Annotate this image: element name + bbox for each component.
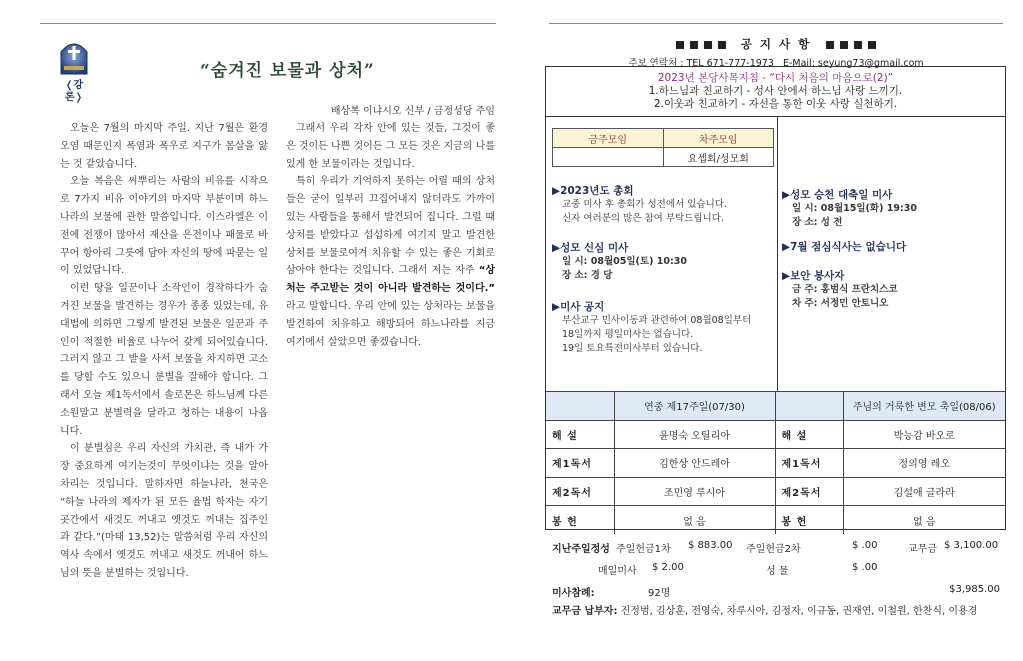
section-heading: ▶성모 승천 대축일 미사 <box>782 189 893 201</box>
finance-item: 주일헌금1차 <box>616 544 671 555</box>
pastoral-heading: 2023년 본당사목지침 - “다시 처음의 마음으로(2)” <box>657 72 894 84</box>
notice-section <box>552 299 774 356</box>
mass-count: 92명 <box>648 588 671 599</box>
roster-role: 제2독서 <box>546 477 614 506</box>
pastoral-line: 1.하느님과 친교하기 - 성사 안에서 하느님 사랑 느끼기. <box>648 85 903 97</box>
roster-next: 정의영 레오 <box>843 449 1005 478</box>
left-top-rule <box>40 23 496 24</box>
badge-bracket-right: ❭ <box>74 92 84 103</box>
finance-amount: $ 883.00 <box>688 540 733 551</box>
section-line: 교중 미사 후 총회가 성전에서 있습니다. <box>562 199 727 210</box>
finance-amount: $ 2.00 <box>652 562 684 573</box>
finance-label: 지난주일정성 <box>552 544 610 555</box>
section-line: 신자 여러분의 많은 참여 부탁드립니다. <box>562 213 724 224</box>
notice-header <box>546 36 1006 69</box>
roster-this: 김한상 안드레아 <box>614 449 775 478</box>
roster-role: 봉 헌 <box>775 506 843 535</box>
notice-section <box>782 268 1002 311</box>
roster-head-this: 연중 제17주일(07/30) <box>614 392 775 421</box>
section-heading: ▶7월 점심식사는 없습니다 <box>782 241 907 253</box>
sermon-title: “숨겨진 보물과 상처” <box>200 61 375 81</box>
section-line: 18일까지 평일미사는 없습니다. <box>562 329 694 340</box>
roster-next: 없 음 <box>843 506 1005 535</box>
sermon-bold-quote: “상처는 주고받는 것이 아니라 발견하는 것이다.” <box>286 265 495 295</box>
sermon-closing: 라고 말합니다. 우리 안에 있는 상처라는 보물을 발견하여 치유하고 해방되어 하느나라를 지금 여기에서 살았으면 좋겠습니다. <box>286 300 495 348</box>
roster-corner <box>775 392 843 421</box>
meeting-head-next: 차주모임 <box>663 129 774 148</box>
roster-role: 제1독서 <box>775 449 843 478</box>
roster-role: 해 설 <box>775 420 843 449</box>
notice-section <box>782 187 1002 230</box>
right-top-rule <box>549 23 1003 24</box>
meeting-cell-next: 요셉회/성모회 <box>663 148 774 167</box>
meeting-head-this: 금주모임 <box>553 129 664 148</box>
contact-label: 주보 연락처 : <box>628 58 684 69</box>
sermon-badge-label: 강론 <box>64 80 84 103</box>
section-line: 금 주: 홍범식 프란치스코 <box>792 284 898 295</box>
sermon-paragraph: 특히 우리가 기억하지 못하는 어릴 때의 상처들은 굳이 일부러 끄집어내지 않더라도 가까이 있는 사람들을 통해서 발견되어 집니다. 그럴 때 상처를 받았다고 섭섭하게 여기지 말고 발견한 상처를 보물로여겨 치유할 수 있는 좋은 기회로 삼아야 한다는 것입니다. 그래서 저는 자주 <box>286 176 495 277</box>
pastoral-directive <box>546 72 1005 111</box>
section-line: 장 소: 경 당 <box>562 270 613 281</box>
meeting-table <box>552 128 774 167</box>
finance-item: 성 물 <box>766 566 789 577</box>
notice-section <box>552 183 774 226</box>
sermon-paragraph: 이 분별심은 우리 자신의 가치관, 즉 내가 가장 중요하게 여기는것이 무엇이냐는 것을 알아차리는 것입니다. 말하자면 하늘나라, 천국은 “하늘 나라의 제자가 된 모든 율법 학자는 자기 곳간에서 새것도 꺼내고 옛것도 꺼내는 집주인과 같다.”(마태 13,52)는 말씀처럼 우리 자신의 역사 속에서 옛것도 꺼내고 새것도 꺼내어 하느님의 뜻을 분별하는 것입니다. <box>60 443 268 579</box>
finance-amount: $ .00 <box>852 562 878 573</box>
meeting-cell-this <box>553 148 664 167</box>
pastoral-line: 2.이웃과 친교하기 - 자선을 통한 이웃 사랑 실천하기. <box>653 98 898 110</box>
roster-role: 봉 헌 <box>546 506 614 535</box>
column-divider <box>777 116 778 391</box>
roster-corner <box>546 392 614 421</box>
section-heading: ▶보안 봉사자 <box>782 270 845 282</box>
section-line: 일 시: 08월05일(토) 10:30 <box>562 256 687 267</box>
contact-phone: TEL 671-777-1973 <box>686 58 774 69</box>
finance-item: 교무금 <box>908 544 937 555</box>
roster-role: 제1독서 <box>546 449 614 478</box>
finance-amount: $ .00 <box>852 540 878 551</box>
finance-item: 주일헌금2차 <box>746 544 801 555</box>
finance-item: 매일미사 <box>598 566 637 577</box>
roster-this: 조민영 루시아 <box>614 477 775 506</box>
church-icon <box>57 38 91 76</box>
section-line: 장 소: 성 전 <box>792 217 843 228</box>
roster-role: 제2독서 <box>775 477 843 506</box>
roster-next: 박능감 바오로 <box>843 420 1005 449</box>
mass-label: 미사참례: <box>552 588 595 599</box>
roster-next: 김설애 글라라 <box>843 477 1005 506</box>
divider <box>546 116 1005 117</box>
roster-this: 윤명숙 오틸리아 <box>614 420 775 449</box>
roster-head-next: 주님의 거룩한 변모 축일(08/06) <box>843 392 1005 421</box>
sermon-author: 배상복 이냐시오 신부 / 금정성당 주임 <box>330 106 495 117</box>
finance-amount: $ 3,100.00 <box>944 540 999 551</box>
finance-total: $3,985.00 <box>949 584 1000 595</box>
payers-list: 진정범, 김상훈, 전영숙, 차루시아, 김정자, 이규동, 권재연, 이철원, 한찬식, 이용경 <box>620 606 978 617</box>
roster-role: 해 설 <box>546 420 614 449</box>
sermon-paragraph: 이런 땅을 일꾼이나 소작인이 경작하다가 숨겨진 보물을 발견하는 경우가 종종 있었는데, 유대법에 의하면 그렇게 발견된 보물은 일꾼과 주인이 적절한 비율로 나누어 갖게 되어있습니다. 그러지 않고 그 밭을 사서 보물을 차지하면 고소를 당할 수도 있으니 분별을 잘해야 합니다. 그래서 오늘 제1독서에서 솔로몬은 하느님께 다른 소원말고 분별력을 달라고 청하는 내용이 나옵니다. <box>60 283 268 437</box>
sermon-column-right <box>286 120 495 351</box>
tithe-payers <box>552 605 1004 618</box>
section-heading: ▶성모 신심 미사 <box>552 242 629 254</box>
notice-section <box>782 239 1002 254</box>
contact-email: E-Mail: seyung73@gmail.com <box>782 58 924 69</box>
badge-bracket-left: ❬ <box>64 80 74 91</box>
section-heading: ▶미사 공지 <box>552 301 605 313</box>
section-line: 19일 토요특전미사부터 있습니다. <box>562 343 703 354</box>
section-heading: ▶2023년도 총회 <box>552 185 634 197</box>
duty-roster <box>546 391 1005 534</box>
payers-label: 교무금 납부자: <box>552 606 618 617</box>
sermon-column-left <box>60 120 268 640</box>
notice-section <box>552 240 774 283</box>
sermon-paragraph: 그래서 우리 각자 안에 있는 것들, 그것이 좋은 것이든 나쁜 것이든 그 모든 것은 지금의 나를 있게 한 보물이라는 것입니다. <box>286 123 495 170</box>
sermon-paragraph: 오늘 복음은 씨뿌리는 사람의 비유를 시작으로 7가지 비유 이야기의 마지막 부분이며 하느나라의 보물에 관한 말씀입니다. 이스라엘은 이전에 전쟁이 많아서 재산을 은전이나 패물로 바꾸어 항아리 그릇에 담아 자신의 땅에 파묻는 일이 있었답니다. <box>60 176 268 277</box>
notice-title: 공 지 사 항 <box>740 37 812 51</box>
section-line: 부산교구 민사이동과 관련하여 08월08일부터 <box>562 315 752 326</box>
section-line: 일 시: 08월15일(화) 19:30 <box>792 203 917 214</box>
sermon-paragraph: 오늘은 7월의 마지막 주일. 지난 7월은 환경오염 때문인지 폭염과 폭우로 지구가 몸살을 앓는 것 같았습니다. <box>60 123 268 170</box>
section-line: 차 주: 서정민 안토니오 <box>792 298 889 309</box>
sermon-badge <box>57 38 91 103</box>
roster-this: 없 음 <box>614 506 775 535</box>
